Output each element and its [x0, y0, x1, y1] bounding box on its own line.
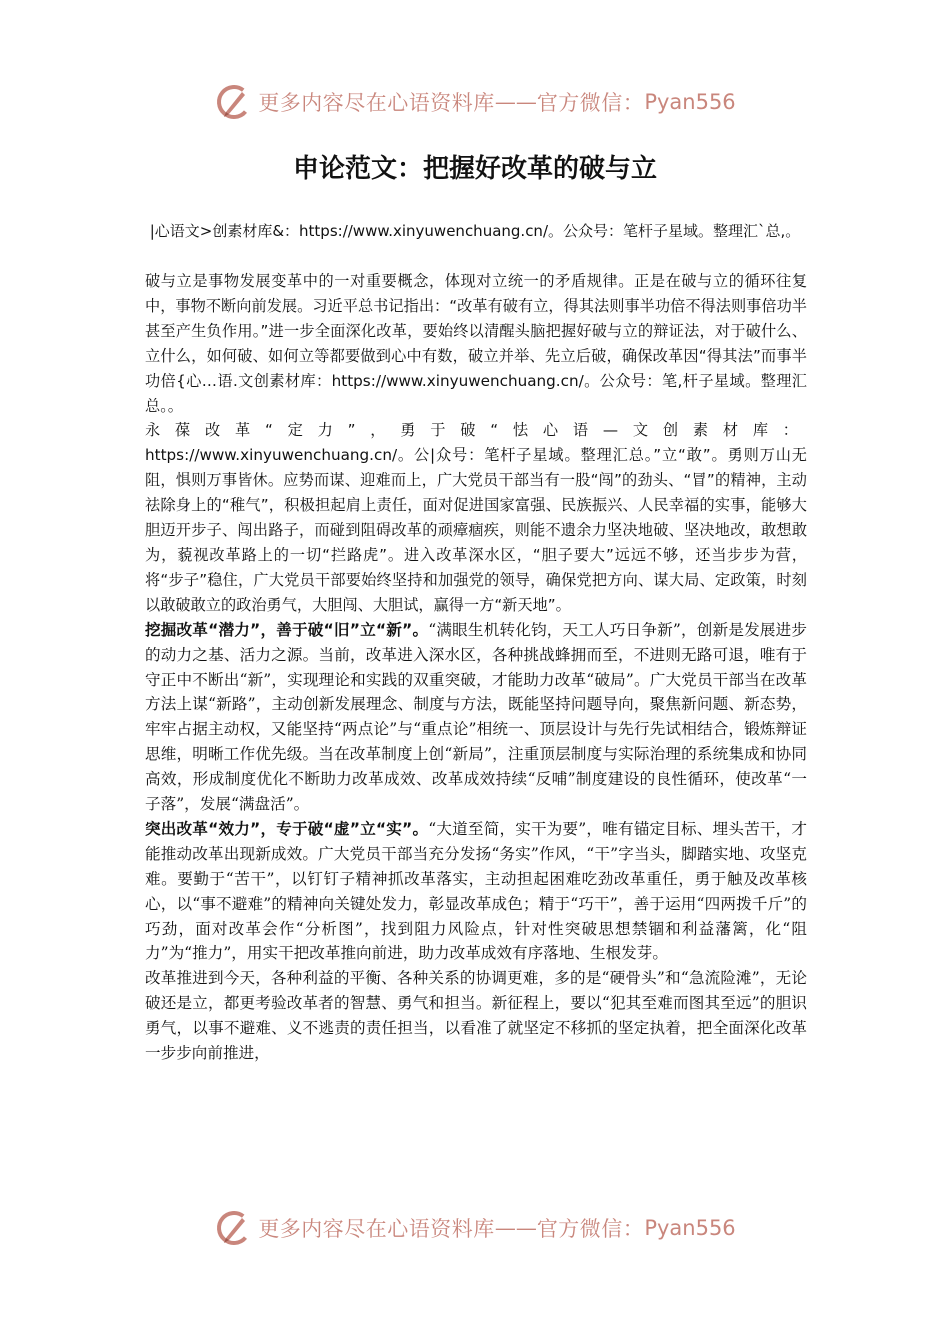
crescent-pen-logo-icon [214, 1208, 254, 1248]
banner-wechat-id: Pyan556 [644, 1216, 736, 1240]
paragraph-conclusion: 改革推进到今天，各种利益的平衡、各种关系的协调更难，多的是“硬骨头”和“急流险滩”，无论破还是立，都更考验改革者的智慧、勇气和担当。新征程上，要以“犯其至难而图其至远”的胆识勇气，以事不避难、义不逃责的责任担当，以看准了就坚定不移抓的坚定执着，把全面深化改革一步步向前推进， [145, 969, 807, 1063]
banner-text: 更多内容尽在心语资料库 [258, 91, 495, 115]
paragraph-qianli-heading: 挖掘改革“潜力”，善于破“旧”立“新”。 [145, 620, 429, 639]
banner-separator: —— [494, 90, 537, 114]
crescent-pen-logo-icon [214, 82, 254, 122]
header-banner [0, 80, 950, 124]
banner-wechat-id: Pyan556 [644, 90, 736, 114]
paragraph-qianli [145, 618, 807, 817]
banner-wechat-label: 官方微信： [536, 91, 645, 115]
paragraph-dingli [145, 418, 807, 617]
paragraph-dingli-heading: 永葆改革“定力”，勇于破“怯心语—文创素材库： [145, 421, 807, 440]
paragraph-xiaoli-body: “大道至简，实干为要”，唯有锚定目标、埋头苦干，才能推动改革出现新成效。广大党员干部当充分发扬“务实”作风，“干”字当头，脚踏实地、攻坚克难。要勤于“苦干”，以钉钉子精神抓改革落实，主动担起困难吃劲改革重任，勇于触及改革核心，以“事不避难”的精神向关键处发力，彰显改革成色；精于“巧干”，善于运用“四两拨千斤”的巧劲，面对改革会作“分析图”，找到阻力风险点，针对性突破思想禁锢和利益藩篱，化“阻力”为“推力”，用实干把改革推向前进，助力改革成效有序落地、生根发芽。 [145, 819, 807, 963]
footer-banner [0, 1206, 950, 1250]
paragraph-intro: 破与立是事物发展变革中的一对重要概念，体现对立统一的矛盾规律。正是在破与立的循环往复中，事物不断向前发展。习近平总书记指出：“改革有破有立，得其法则事半功倍不得法则事倍功半甚至产生负作用。”进一步全面深化改革，要始终以清醒头脑把握好破与立的辩证法，对于破什么、立什么，如何破、如何立等都要做到心中有数，破立并举、先立后破，确保改革因“得其法”而事半功倍{心…语.文创素材库：https://www.xinyuwenchuang.cn/。公众号：笔,杆子星域。整理汇总。。 [145, 272, 807, 415]
banner-wechat-label: 官方微信： [536, 1217, 645, 1241]
paragraph-xiaoli [145, 817, 807, 966]
document-title: 申论范文：把握好改革的破与立 [292, 154, 657, 184]
paragraph-xiaoli-heading: 突出改革“效力”，专于破“虚”立“实”。 [145, 819, 429, 838]
paragraph-qianli-body: “满眼生机转化钧，天工人巧日争新”，创新是发展进步的动力之基、活力之源。当前，改革进入深水区，各种挑战蜂拥而至，不进则无路可退，唯有于守正中不断出“新”，实现理论和实践的双重突破，才能助力改革“破局”。广大党员干部当在改革方法上谋“新路”，主动创新发展理念、制度与方法，既能坚持问题导向，聚焦新问题、新态势，牢牢占据主动权，又能坚持“两点论”与“重点论”相统一、顶层设计与先行先试相结合，锻炼辩证思维，明晰工作优先级。当在改革制度上创“新局”，注重顶层制度与实际治理的系统集成和协同高效，形成制度优化不断助力改革成效、改革成效持续“反哺”制度建设的良性循环，使改革“一子落”，发展“满盘活”。 [145, 620, 807, 814]
paragraph-dingli-body: https://www.xinyuwenchuang.cn/。公|众号：笔杆子星域。整理汇总。”立“敢”。勇则万山无阻，惧则万事皆休。应势而谋、迎难而上，广大党员干部当有一股“闯”的劲头、“冒”的精神，主动祛除身上的“稚气”，积极担起肩上责任，面对促进国家富强、民族振兴、人民幸福的实事，能够大胆迈开步子、闯出路子，而碰到阻碍改革的顽瘴痼疾，则能不遗余力坚决地破、坚决地改，敢想敢为，藐视改革路上的一切“拦路虎”。进入改革深水区，“胆子要大”远远不够，还当步步为营，将“步子”稳住，广大党员干部要始终坚持和加强党的领导，确保党把方向、谋大局、定政策，时刻以敢破敢立的政治勇气，大胆闯、大胆试，赢得一方“新天地”。 [145, 446, 807, 614]
banner-separator: —— [494, 1216, 537, 1240]
document-subtitle: |心语文>创素材库&：https://www.xinyuwenchuang.cn/。公众号：笔杆子星域。整理汇`总,。 [149, 222, 801, 240]
article-body [145, 269, 807, 1066]
banner-text: 更多内容尽在心语资料库 [258, 1217, 495, 1241]
